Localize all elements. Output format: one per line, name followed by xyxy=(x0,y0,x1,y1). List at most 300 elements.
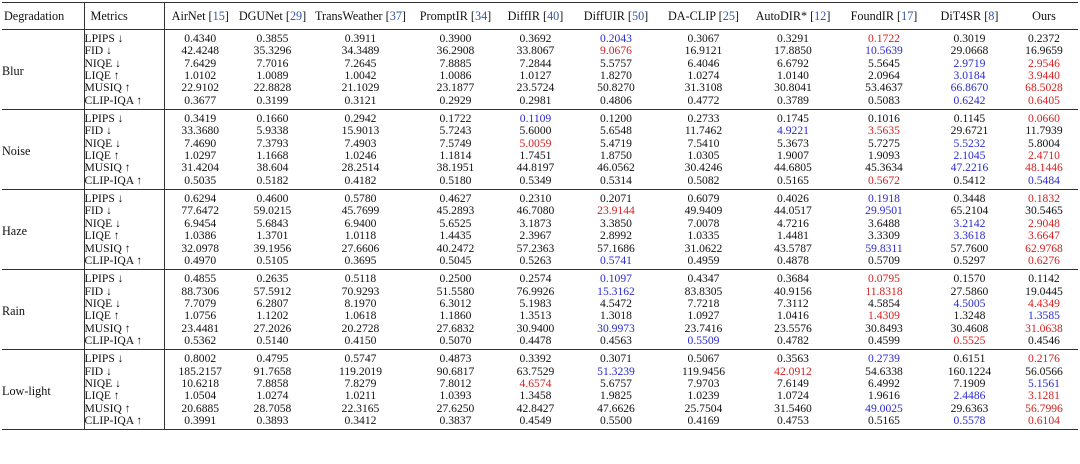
table-row xyxy=(2,255,1078,270)
value-cell: 22.9102 xyxy=(181,82,220,95)
value-cell: 0.5709 xyxy=(839,255,929,270)
value-cell: 1.0274 xyxy=(256,390,289,403)
value-cell: 1.9825 xyxy=(600,390,632,403)
value-cell: 0.6294 xyxy=(184,192,217,206)
value-cell: 1.3018 xyxy=(600,310,632,323)
value-cell: 0.4782 xyxy=(747,335,839,350)
table-row xyxy=(2,30,1078,46)
metric-label: CLIP-IQA ↑ xyxy=(84,335,164,350)
value-cell: 1.8270 xyxy=(600,70,632,83)
degradation-header: Degradation xyxy=(2,3,84,30)
value-cell: 44.8197 xyxy=(516,162,555,175)
value-cell: 5.4719 xyxy=(600,137,632,150)
degradation-label: Noise xyxy=(2,110,84,190)
value-cell: 0.1918 xyxy=(868,192,900,206)
value-cell: 10.5639 xyxy=(865,45,903,58)
value-cell: 0.5070 xyxy=(412,335,499,350)
value-cell: 0.2942 xyxy=(344,112,377,126)
value-cell: 0.5118 xyxy=(344,272,377,286)
value-cell: 0.5083 xyxy=(839,95,929,110)
value-cell: 0.5263 xyxy=(499,255,572,270)
value-cell: 6.4046 xyxy=(687,57,720,70)
metric-label: MUSIQ ↑ xyxy=(84,403,164,415)
value-cell: 1.0386 xyxy=(184,230,217,243)
value-cell: 5.5757 xyxy=(600,57,632,70)
value-cell: 0.5105 xyxy=(236,255,309,270)
citation-ref: 37 xyxy=(389,8,402,23)
value-cell: 0.4795 xyxy=(256,352,289,366)
method-header: PromptIR [34] xyxy=(412,3,499,30)
method-name: DGUNet xyxy=(238,8,283,23)
metric-label: MUSIQ ↑ xyxy=(84,162,164,174)
value-cell: 1.0118 xyxy=(344,230,377,243)
value-cell: 48.1446 xyxy=(1025,162,1063,175)
value-cell: 91.7658 xyxy=(253,365,292,378)
value-cell: 1.0042 xyxy=(344,70,377,83)
method-header: TransWeather [37] xyxy=(309,3,412,30)
method-header: AirNet [15] xyxy=(164,3,236,30)
metric-label: NIQE ↓ xyxy=(84,298,164,310)
value-cell: 30.9400 xyxy=(516,322,555,335)
value-cell: 0.3071 xyxy=(600,352,632,366)
value-cell: 0.0660 xyxy=(1028,112,1060,126)
value-cell: 0.3448 xyxy=(953,192,986,206)
value-cell: 7.8279 xyxy=(344,377,377,390)
value-cell: 3.0184 xyxy=(953,70,986,83)
value-cell: 56.0566 xyxy=(1025,365,1063,378)
value-cell: 0.1145 xyxy=(953,112,986,126)
method-name: DiffUIR xyxy=(583,8,625,23)
value-cell: 19.0445 xyxy=(1025,285,1063,298)
value-cell: 23.5576 xyxy=(774,322,812,335)
metrics-header: Metrics xyxy=(84,3,164,30)
metric-label: LIQE ↑ xyxy=(84,70,164,82)
value-cell: 1.3458 xyxy=(519,390,552,403)
value-cell: 0.6276 xyxy=(1010,255,1078,270)
method-header xyxy=(1010,3,1078,30)
value-cell: 31.0638 xyxy=(1025,322,1063,335)
value-cell: 1.1814 xyxy=(439,150,472,163)
value-cell: 0.1097 xyxy=(600,272,632,286)
value-cell: 8.1970 xyxy=(344,297,377,310)
table-row xyxy=(2,335,1078,350)
value-cell: 1.8750 xyxy=(600,150,632,163)
citation-ref: 12 xyxy=(814,8,827,23)
value-cell: 0.4772 xyxy=(660,95,747,110)
value-cell: 0.4873 xyxy=(439,352,472,366)
value-cell: 4.4349 xyxy=(1028,297,1060,310)
value-cell: 31.5460 xyxy=(774,402,812,415)
value-cell: 0.6151 xyxy=(953,352,986,366)
value-cell: 1.1860 xyxy=(439,310,472,323)
value-cell: 6.2807 xyxy=(256,297,289,310)
value-cell: 51.5580 xyxy=(436,285,475,298)
value-cell: 0.5165 xyxy=(747,175,839,190)
metric-label: LPIPS ↓ xyxy=(84,270,164,286)
value-cell: 47.2216 xyxy=(950,162,989,175)
table-row xyxy=(2,390,1078,402)
value-cell: 1.0756 xyxy=(184,310,217,323)
value-cell: 29.6363 xyxy=(950,402,989,415)
value-cell: 57.2363 xyxy=(516,242,555,255)
value-cell: 0.4806 xyxy=(572,95,660,110)
value-cell: 20.2728 xyxy=(341,322,380,335)
value-cell: 30.9973 xyxy=(597,322,635,335)
value-cell: 20.6885 xyxy=(181,402,220,415)
metric-label: FID ↓ xyxy=(84,45,164,57)
value-cell: 7.2844 xyxy=(519,57,552,70)
value-cell: 31.4204 xyxy=(181,162,220,175)
value-cell: 25.7504 xyxy=(684,402,723,415)
value-cell: 29.6721 xyxy=(950,125,989,138)
value-cell: 0.2574 xyxy=(519,272,552,286)
value-cell: 0.4549 xyxy=(499,415,572,430)
value-cell: 0.3392 xyxy=(519,352,552,366)
value-cell: 0.4600 xyxy=(256,192,289,206)
value-cell: 6.9400 xyxy=(344,217,377,230)
table-row xyxy=(2,230,1078,242)
value-cell: 3.1873 xyxy=(519,217,552,230)
value-cell: 0.5780 xyxy=(344,192,377,206)
value-cell: 0.6104 xyxy=(1010,415,1078,430)
value-cell: 0.6405 xyxy=(1010,95,1078,110)
value-cell: 1.0102 xyxy=(184,70,217,83)
value-cell: 1.0305 xyxy=(687,150,720,163)
table-row xyxy=(2,70,1078,82)
value-cell: 0.3291 xyxy=(777,32,809,45)
table-row xyxy=(2,218,1078,230)
value-cell: 0.5180 xyxy=(412,175,499,190)
method-name: DiT4SR xyxy=(940,8,982,23)
value-cell: 7.0078 xyxy=(687,217,720,230)
value-cell: 4.6574 xyxy=(519,377,552,390)
value-cell: 2.9048 xyxy=(1028,217,1060,230)
value-cell: 31.0622 xyxy=(684,242,723,255)
metric-label: MUSIQ ↑ xyxy=(84,323,164,335)
value-cell: 49.9409 xyxy=(684,205,723,218)
table-row xyxy=(2,95,1078,110)
value-cell: 1.7451 xyxy=(519,150,552,163)
value-cell: 0.3677 xyxy=(164,95,236,110)
value-cell: 28.7058 xyxy=(253,402,292,415)
value-cell: 44.6805 xyxy=(774,162,812,175)
value-cell: 0.3121 xyxy=(309,95,412,110)
value-cell: 7.2645 xyxy=(344,57,377,70)
citation-ref: 8 xyxy=(988,8,995,23)
value-cell: 0.0795 xyxy=(868,272,900,286)
value-cell: 0.3855 xyxy=(256,32,289,45)
table-row xyxy=(2,45,1078,57)
value-cell: 46.0562 xyxy=(597,162,635,175)
value-cell: 1.0335 xyxy=(687,230,720,243)
value-cell: 4.5005 xyxy=(953,297,986,310)
value-cell: 0.4546 xyxy=(1010,335,1078,350)
value-cell: 1.0127 xyxy=(519,70,552,83)
value-cell: 1.0618 xyxy=(344,310,377,323)
value-cell: 0.5045 xyxy=(412,255,499,270)
metric-label: LPIPS ↓ xyxy=(84,110,164,126)
value-cell: 0.4026 xyxy=(777,192,809,206)
value-cell: 0.3695 xyxy=(309,255,412,270)
metric-label: CLIP-IQA ↑ xyxy=(84,415,164,430)
value-cell: 3.5635 xyxy=(868,125,900,138)
value-cell: 57.1686 xyxy=(597,242,635,255)
metric-label: FID ↓ xyxy=(84,205,164,217)
method-name: FoundIR xyxy=(850,8,894,23)
table-row xyxy=(2,125,1078,137)
value-cell: 0.4878 xyxy=(747,255,839,270)
value-cell: 1.0927 xyxy=(687,310,720,323)
value-cell: 29.0668 xyxy=(950,45,989,58)
method-header: DiffIR [40] xyxy=(499,3,572,30)
value-cell: 40.2472 xyxy=(436,242,475,255)
value-cell: 0.2372 xyxy=(1028,32,1060,45)
value-cell: 43.5787 xyxy=(774,242,812,255)
metric-label: LIQE ↑ xyxy=(84,230,164,242)
value-cell: 0.5082 xyxy=(660,175,747,190)
value-cell: 0.5314 xyxy=(572,175,660,190)
value-cell: 1.0140 xyxy=(777,70,809,83)
value-cell: 27.6250 xyxy=(436,402,475,415)
table-row xyxy=(2,138,1078,150)
value-cell: 65.2104 xyxy=(950,205,989,218)
value-cell: 6.9454 xyxy=(184,217,217,230)
value-cell: 1.0246 xyxy=(344,150,377,163)
value-cell: 7.5749 xyxy=(439,137,472,150)
value-cell: 0.5741 xyxy=(572,255,660,270)
metric-label: FID ↓ xyxy=(84,125,164,137)
method-name: Ours xyxy=(1032,8,1056,23)
value-cell: 1.0504 xyxy=(184,390,217,403)
table-row xyxy=(2,110,1078,126)
metric-label: LIQE ↑ xyxy=(84,310,164,322)
table-header xyxy=(2,3,1078,30)
citation-ref: 25 xyxy=(722,8,735,23)
value-cell: 1.9007 xyxy=(777,150,809,163)
value-cell: 4.9221 xyxy=(777,125,809,138)
value-cell: 5.6548 xyxy=(600,125,632,138)
citation-ref: 17 xyxy=(901,8,914,23)
table-row xyxy=(2,162,1078,174)
metric-label: NIQE ↓ xyxy=(84,218,164,230)
citation-ref: 15 xyxy=(212,8,225,23)
value-cell: 35.3296 xyxy=(253,45,292,58)
value-cell: 1.3248 xyxy=(953,310,986,323)
value-cell: 88.7306 xyxy=(181,285,220,298)
value-cell: 0.4599 xyxy=(839,335,929,350)
value-cell: 0.1142 xyxy=(1028,272,1060,286)
value-cell: 30.4608 xyxy=(950,322,989,335)
value-cell: 0.5747 xyxy=(344,352,377,366)
value-cell: 3.1281 xyxy=(1028,390,1060,403)
value-cell: 30.4246 xyxy=(684,162,723,175)
value-cell: 3.9440 xyxy=(1028,70,1060,83)
value-cell: 0.1200 xyxy=(600,112,632,126)
value-cell: 2.8992 xyxy=(600,230,632,243)
value-cell: 34.3489 xyxy=(341,45,380,58)
metric-label: LPIPS ↓ xyxy=(84,190,164,206)
value-cell: 7.7218 xyxy=(687,297,720,310)
value-cell: 0.5140 xyxy=(236,335,309,350)
metric-label: FID ↓ xyxy=(84,286,164,298)
value-cell: 0.5349 xyxy=(499,175,572,190)
table-row xyxy=(2,350,1078,366)
value-cell: 1.9093 xyxy=(868,150,900,163)
value-cell: 0.4855 xyxy=(184,272,217,286)
value-cell: 0.4563 xyxy=(572,335,660,350)
metric-label: MUSIQ ↑ xyxy=(84,243,164,255)
value-cell: 0.5500 xyxy=(572,415,660,430)
value-cell: 50.8270 xyxy=(597,82,635,95)
value-cell: 10.6218 xyxy=(181,377,220,390)
value-cell: 7.8858 xyxy=(256,377,289,390)
value-cell: 16.9121 xyxy=(684,45,723,58)
metric-label: LPIPS ↓ xyxy=(84,350,164,366)
value-cell: 2.1045 xyxy=(953,150,986,163)
value-cell: 47.6626 xyxy=(597,402,635,415)
value-cell: 90.6817 xyxy=(436,365,475,378)
value-cell: 6.4992 xyxy=(868,377,900,390)
method-name: DA-CLIP xyxy=(668,8,716,23)
value-cell: 3.2142 xyxy=(953,217,986,230)
value-cell: 7.9703 xyxy=(687,377,720,390)
value-cell: 63.7529 xyxy=(516,365,555,378)
value-cell: 7.3112 xyxy=(777,297,809,310)
value-cell: 57.7600 xyxy=(950,242,989,255)
value-cell: 5.0059 xyxy=(519,137,552,150)
value-cell: 7.8885 xyxy=(439,57,472,70)
value-cell: 0.5182 xyxy=(236,175,309,190)
value-cell: 1.0211 xyxy=(344,390,377,403)
method-header: DGUNet [29] xyxy=(236,3,309,30)
value-cell: 42.8427 xyxy=(516,402,555,415)
value-cell: 0.3563 xyxy=(777,352,809,366)
degradation-label: Haze xyxy=(2,190,84,270)
value-cell: 160.1224 xyxy=(947,365,992,378)
value-cell: 0.1745 xyxy=(777,112,809,126)
value-cell: 7.3793 xyxy=(256,137,289,150)
value-cell: 0.4347 xyxy=(687,272,720,286)
method-header: AutoDIR* [12] xyxy=(747,3,839,30)
table-row xyxy=(2,378,1078,390)
value-cell: 23.9144 xyxy=(597,205,635,218)
value-cell: 38.1951 xyxy=(436,162,475,175)
value-cell: 3.6488 xyxy=(868,217,900,230)
method-name: AirNet xyxy=(171,8,206,23)
value-cell: 2.4486 xyxy=(953,390,986,403)
value-cell: 0.3900 xyxy=(439,32,472,45)
value-cell: 0.2981 xyxy=(499,95,572,110)
value-cell: 0.2500 xyxy=(439,272,472,286)
method-name: PromptIR xyxy=(419,8,468,23)
value-cell: 68.5028 xyxy=(1025,82,1063,95)
value-cell: 1.0393 xyxy=(439,390,472,403)
value-cell: 0.4478 xyxy=(499,335,572,350)
value-cell: 9.0676 xyxy=(600,45,632,58)
value-cell: 27.5860 xyxy=(950,285,989,298)
value-cell: 0.5035 xyxy=(164,175,236,190)
value-cell: 5.7243 xyxy=(439,125,472,138)
value-cell: 7.6149 xyxy=(777,377,809,390)
value-cell: 3.6647 xyxy=(1028,230,1060,243)
value-cell: 21.1029 xyxy=(341,82,380,95)
value-cell: 0.5578 xyxy=(929,415,1010,430)
value-cell: 0.3991 xyxy=(164,415,236,430)
value-cell: 1.1668 xyxy=(256,150,289,163)
value-cell: 0.5525 xyxy=(929,335,1010,350)
value-cell: 66.8670 xyxy=(950,82,989,95)
value-cell: 4.5854 xyxy=(868,297,900,310)
value-cell: 1.4435 xyxy=(439,230,472,243)
method-header: FoundIR [17] xyxy=(839,3,929,30)
value-cell: 11.7939 xyxy=(1025,125,1063,138)
metric-label: NIQE ↓ xyxy=(84,378,164,390)
value-cell: 0.5067 xyxy=(687,352,720,366)
value-cell: 33.3680 xyxy=(181,125,220,138)
value-cell: 7.6429 xyxy=(184,57,217,70)
table-row xyxy=(2,82,1078,94)
value-cell: 7.4690 xyxy=(184,137,217,150)
value-cell: 0.1109 xyxy=(519,112,552,126)
value-cell: 7.7016 xyxy=(256,57,289,70)
value-cell: 33.8067 xyxy=(516,45,555,58)
value-cell: 0.2310 xyxy=(519,192,552,206)
value-cell: 7.4903 xyxy=(344,137,377,150)
value-cell: 7.5410 xyxy=(687,137,720,150)
value-cell: 0.3419 xyxy=(184,112,217,126)
value-cell: 5.5232 xyxy=(953,137,986,150)
value-cell: 7.7079 xyxy=(184,297,217,310)
value-cell: 23.5724 xyxy=(516,82,555,95)
value-cell: 0.5412 xyxy=(929,175,1010,190)
value-cell: 5.6757 xyxy=(600,377,632,390)
value-cell: 0.6079 xyxy=(687,192,720,206)
value-cell: 70.9293 xyxy=(341,285,380,298)
metric-label: NIQE ↓ xyxy=(84,58,164,70)
value-cell: 0.4340 xyxy=(184,32,217,45)
value-cell: 1.0089 xyxy=(256,70,289,83)
value-cell: 30.8493 xyxy=(865,322,903,335)
value-cell: 22.3165 xyxy=(341,402,380,415)
value-cell: 1.9616 xyxy=(868,390,900,403)
table-row xyxy=(2,190,1078,206)
value-cell: 0.8002 xyxy=(184,352,217,366)
value-cell: 0.6242 xyxy=(929,95,1010,110)
value-cell: 59.0215 xyxy=(253,205,292,218)
value-cell: 49.0025 xyxy=(865,402,903,415)
value-cell: 0.2071 xyxy=(600,192,632,206)
value-cell: 76.9926 xyxy=(516,285,555,298)
value-cell: 0.3837 xyxy=(412,415,499,430)
value-cell: 5.6843 xyxy=(256,217,289,230)
value-cell: 38.604 xyxy=(256,162,289,175)
value-cell: 0.1722 xyxy=(868,32,900,45)
value-cell: 119.9456 xyxy=(681,365,726,378)
value-cell: 11.7462 xyxy=(684,125,723,138)
table-row xyxy=(2,58,1078,70)
table-row xyxy=(2,323,1078,335)
value-cell: 1.4309 xyxy=(868,310,900,323)
metric-label: NIQE ↓ xyxy=(84,138,164,150)
value-cell: 27.2026 xyxy=(253,322,292,335)
value-cell: 7.1909 xyxy=(953,377,986,390)
value-cell: 0.4150 xyxy=(309,335,412,350)
value-cell: 54.6338 xyxy=(865,365,903,378)
value-cell: 0.3019 xyxy=(953,32,986,45)
value-cell: 0.2635 xyxy=(256,272,289,286)
value-cell: 1.4481 xyxy=(777,230,809,243)
metric-label: CLIP-IQA ↑ xyxy=(84,255,164,270)
